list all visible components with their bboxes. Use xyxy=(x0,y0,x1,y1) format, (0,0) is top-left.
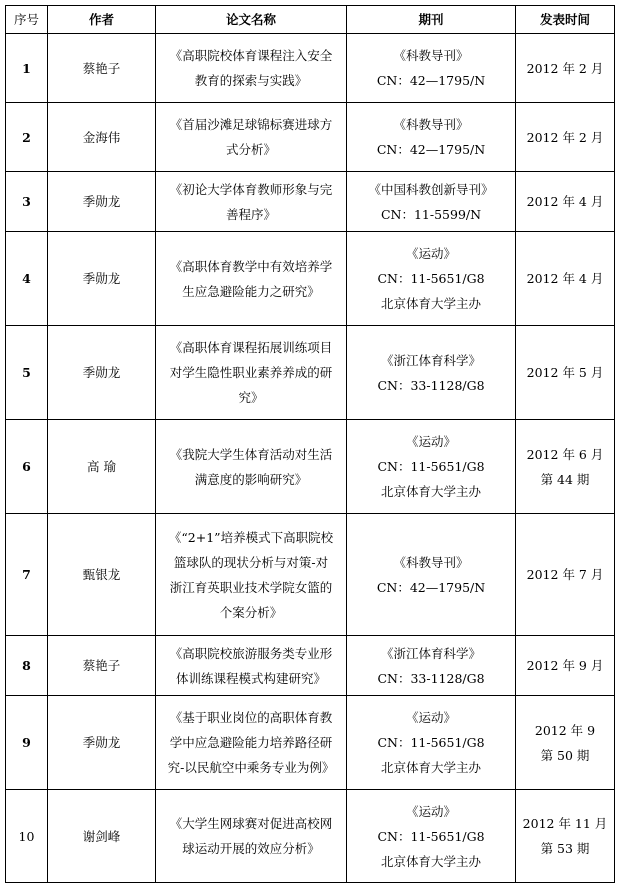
title-line: 学中应急避险能力培养路径研 xyxy=(169,735,333,750)
date-line: 2012 年 9 月 xyxy=(526,658,604,673)
title-line: 《高职院校旅游服务类专业形 xyxy=(169,645,333,661)
date-line: 2012 年 6 月 xyxy=(526,446,604,462)
cell-title xyxy=(156,790,347,883)
journal-line: 《科教导刊》 xyxy=(393,554,469,570)
cell-author: 蔡艳子 xyxy=(48,636,156,696)
table-body xyxy=(6,34,615,883)
cell-num: 1 xyxy=(6,34,48,103)
table-row xyxy=(6,232,615,326)
journal-line: CN：11-5651/G8 xyxy=(377,459,485,474)
date-line: 第 50 期 xyxy=(540,747,590,763)
publication-table xyxy=(5,5,615,883)
journal-line: 北京体育大学主办 xyxy=(380,484,481,499)
cell-author: 季勋龙 xyxy=(48,172,156,232)
date-line: 2012 年 5 月 xyxy=(526,365,604,380)
journal-line: CN：11-5651/G8 xyxy=(377,271,485,286)
header-num: 序号 xyxy=(6,6,48,34)
journal-line: 《运动》 xyxy=(405,246,456,261)
title-line: 《高职体育教学中有效培养学 xyxy=(169,258,333,274)
journal-line: 北京体育大学主办 xyxy=(380,853,481,869)
journal-line: 《科教导刊》 xyxy=(393,48,469,63)
title-line: 《“2+1”培养模式下高职院校 xyxy=(168,529,334,545)
journal-line: CN：42—1795/N xyxy=(376,579,486,595)
date-line: 第 44 期 xyxy=(540,471,590,487)
cell-title xyxy=(156,34,347,103)
cell-title xyxy=(156,420,347,514)
title-line: 《大学生网球赛对促进高校网 xyxy=(169,816,333,831)
title-line: 体训练课程模式构建研究》 xyxy=(175,670,326,686)
cell-num: 7 xyxy=(6,514,48,636)
cell-date xyxy=(516,514,615,636)
cell-num: 6 xyxy=(6,420,48,514)
cell-journal xyxy=(347,696,516,790)
journal-line: CN：11-5651/G8 xyxy=(377,735,485,750)
header-date: 发表时间 xyxy=(516,6,615,34)
table-row xyxy=(6,514,615,636)
journal-line: 《浙江体育科学》 xyxy=(380,645,481,661)
cell-title xyxy=(156,696,347,790)
header-title: 论文名称 xyxy=(156,6,347,34)
cell-title xyxy=(156,326,347,420)
title-line: 《我院大学生体育活动对生活 xyxy=(169,446,333,462)
cell-title xyxy=(156,232,347,326)
cell-date xyxy=(516,232,615,326)
publication-document xyxy=(5,5,615,883)
table-row xyxy=(6,326,615,420)
cell-author: 金海伟 xyxy=(48,103,156,172)
cell-title xyxy=(156,103,347,172)
cell-author: 季勋龙 xyxy=(48,326,156,420)
journal-line: CN：42—1795/N xyxy=(376,73,486,88)
title-line: 善程序》 xyxy=(225,206,276,222)
title-line: 浙江育英职业技术学院女篮的 xyxy=(169,579,333,595)
header-author: 作者 xyxy=(48,6,156,34)
table-row xyxy=(6,103,615,172)
table-row xyxy=(6,420,615,514)
title-line: 个案分析》 xyxy=(219,604,283,620)
cell-journal xyxy=(347,103,516,172)
cell-num: 2 xyxy=(6,103,48,172)
cell-num: 5 xyxy=(6,326,48,420)
cell-date xyxy=(516,326,615,420)
title-line: 满意度的影响研究》 xyxy=(194,471,308,487)
date-line: 第 53 期 xyxy=(540,841,590,856)
cell-journal xyxy=(347,514,516,636)
title-line: 篮球队的现状分析与对策-对 xyxy=(173,554,329,570)
date-line: 2012 年 2 月 xyxy=(526,129,604,145)
title-line: 教育的探索与实践》 xyxy=(194,73,308,88)
cell-journal xyxy=(347,636,516,696)
journal-line: CN：11-5651/G8 xyxy=(377,828,485,844)
cell-author: 季勋龙 xyxy=(48,232,156,326)
title-line: 《基于职业岗位的高职体育教 xyxy=(169,710,333,725)
cell-num: 8 xyxy=(6,636,48,696)
table-row xyxy=(6,790,615,883)
journal-line: 《浙江体育科学》 xyxy=(380,352,481,368)
cell-num: 10 xyxy=(6,790,48,883)
journal-line: CN：42—1795/N xyxy=(376,142,486,157)
table-row xyxy=(6,34,615,103)
cell-journal xyxy=(347,34,516,103)
date-line: 2012 年 4 月 xyxy=(526,271,604,286)
cell-num: 4 xyxy=(6,232,48,326)
cell-date xyxy=(516,790,615,883)
cell-date xyxy=(516,636,615,696)
cell-author: 谢剑峰 xyxy=(48,790,156,883)
journal-line: 北京体育大学主办 xyxy=(380,296,481,311)
date-line: 2012 年 4 月 xyxy=(526,194,604,209)
cell-author: 高 瑜 xyxy=(48,420,156,514)
table-row xyxy=(6,636,615,696)
cell-date xyxy=(516,103,615,172)
date-line: 2012 年 11 月 xyxy=(522,816,608,831)
journal-line: CN：11-5599/N xyxy=(380,206,482,222)
title-line: 球运动开展的效应分析》 xyxy=(182,841,320,856)
cell-date xyxy=(516,172,615,232)
title-line: 究》 xyxy=(238,390,264,405)
date-line: 2012 年 2 月 xyxy=(526,60,604,76)
journal-line: CN：33-1128/G8 xyxy=(377,377,485,393)
header-row xyxy=(6,6,615,34)
title-line: 究-以民航空中乘务专业为例》 xyxy=(167,760,335,775)
header-journal: 期刊 xyxy=(347,6,516,34)
cell-date xyxy=(516,696,615,790)
cell-journal xyxy=(347,326,516,420)
journal-line: 北京体育大学主办 xyxy=(380,760,481,775)
date-line: 2012 年 7 月 xyxy=(526,567,604,582)
cell-title xyxy=(156,172,347,232)
cell-title xyxy=(156,514,347,636)
journal-line: 《运动》 xyxy=(405,803,456,819)
journal-line: 《运动》 xyxy=(405,434,456,449)
cell-journal xyxy=(347,420,516,514)
cell-num: 9 xyxy=(6,696,48,790)
title-line: 对学生隐性职业素养养成的研 xyxy=(169,365,333,380)
journal-line: CN：33-1128/G8 xyxy=(377,670,485,686)
journal-line: 《科教导刊》 xyxy=(393,117,469,132)
title-line: 《高职体育课程拓展训练项目 xyxy=(169,340,333,355)
cell-author: 季勋龙 xyxy=(48,696,156,790)
title-line: 《首届沙滩足球锦标赛进球方 xyxy=(169,117,333,132)
cell-date xyxy=(516,420,615,514)
title-line: 《初论大学体育教师形象与完 xyxy=(169,181,333,197)
table-row xyxy=(6,696,615,790)
title-line: 生应急避险能力之研究》 xyxy=(182,283,320,299)
table-row xyxy=(6,172,615,232)
title-line: 《高职院校体育课程注入安全 xyxy=(169,48,333,63)
cell-title xyxy=(156,636,347,696)
date-line: 2012 年 9 xyxy=(534,722,596,738)
cell-journal xyxy=(347,790,516,883)
cell-journal xyxy=(347,172,516,232)
journal-line: 《中国科教创新导刊》 xyxy=(368,181,494,197)
cell-author: 甄银龙 xyxy=(48,514,156,636)
cell-author: 蔡艳子 xyxy=(48,34,156,103)
title-line: 式分析》 xyxy=(225,142,276,157)
cell-num: 3 xyxy=(6,172,48,232)
cell-date xyxy=(516,34,615,103)
journal-line: 《运动》 xyxy=(405,710,456,725)
cell-journal xyxy=(347,232,516,326)
